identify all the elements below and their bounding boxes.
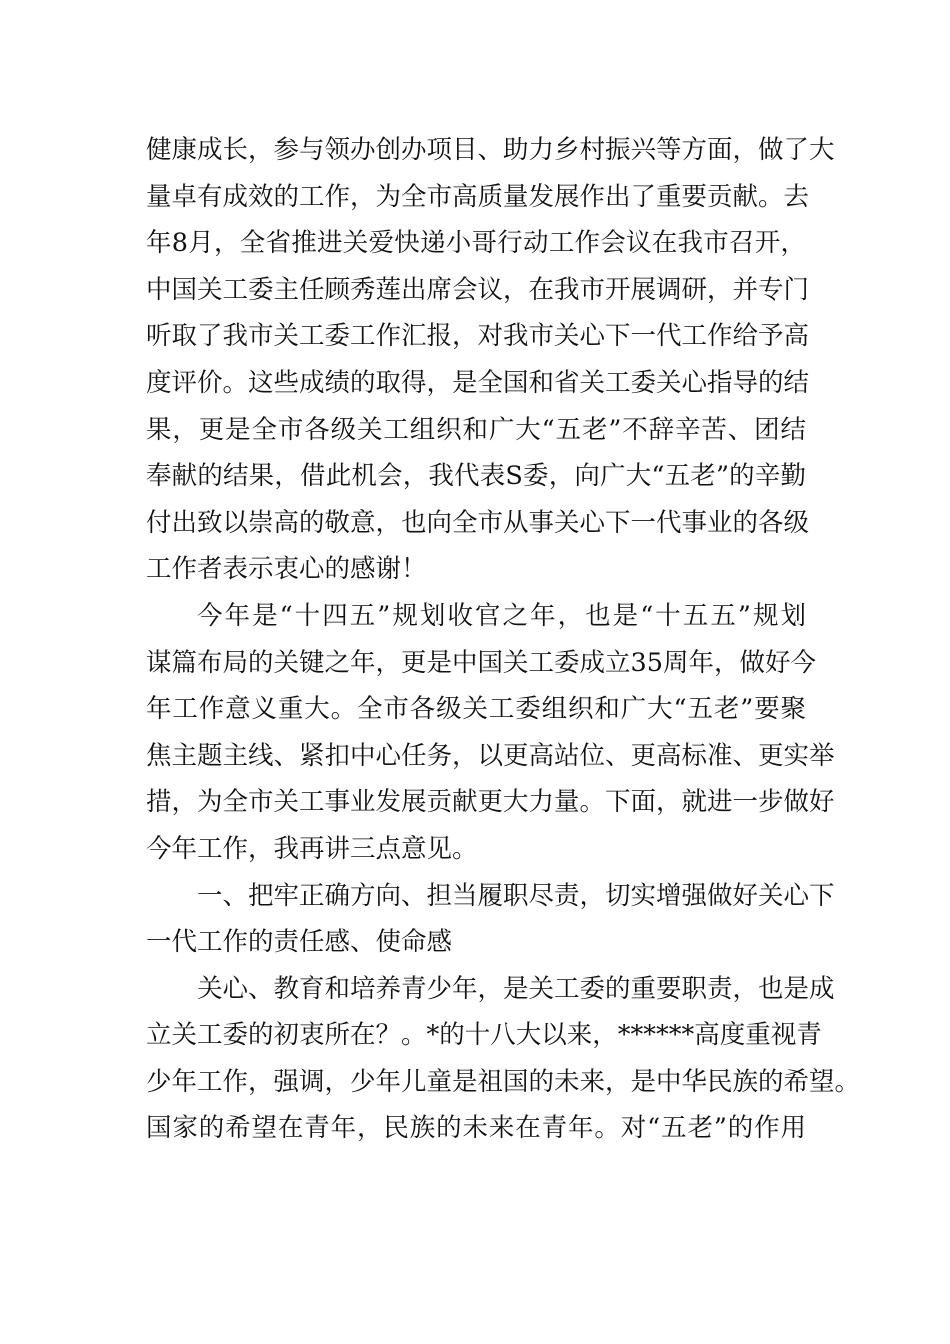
section-heading-line: 一代工作的责任感、使命感 bbox=[146, 927, 453, 958]
text-line: 措，为全市关工事业发展贡献更大力量。下面，就进一步做好 bbox=[146, 787, 835, 818]
text-line: 果，更是全市各级关工组织和广大“五老”不辞辛苦、团结 bbox=[146, 414, 806, 445]
body-text bbox=[146, 127, 861, 1152]
text-line: 度评价。这些成绩的取得，是全国和省关工委关心指导的结 bbox=[146, 367, 810, 398]
text-line: 国家的希望在青年，民族的未来在青年。对“五老”的作用 bbox=[146, 1113, 806, 1144]
text-line: 量卓有成效的工作，为全市高质量发展作出了重要贡献。去 bbox=[146, 181, 810, 212]
paragraph-end-line: 工作者表示衷心的感谢！ bbox=[146, 554, 427, 585]
text-line: 付出致以崇高的敬意，也向全市从事关心下一代事业的各级 bbox=[146, 507, 810, 538]
section-heading-line: 一、把牢正确方向、担当履职尽责，切实增强做好关心下 bbox=[197, 880, 835, 911]
text-line: 中国关工委主任顾秀莲出席会议，在我市开展调研，并专门 bbox=[146, 274, 810, 305]
text-line: 听取了我市关工委工作汇报，对我市关心下一代工作给予高 bbox=[146, 321, 810, 352]
paragraph-end-line: 今年工作，我再讲三点意见。 bbox=[146, 833, 478, 864]
text-line: 焦主题主线、紧扣中心任务，以更高站位、更高标准、更实举 bbox=[146, 740, 835, 771]
text-line: 年8月，全省推进关爱快递小哥行动工作会议在我市召开， bbox=[146, 228, 806, 259]
text-line: 奉献的结果，借此机会，我代表S委，向广大“五老”的辛勤 bbox=[146, 461, 806, 492]
paragraph-start-line: 关心、教育和培养青少年，是关工委的重要职责，也是成 bbox=[197, 973, 835, 1004]
text-line: 立关工委的初衷所在？。*的十八大以来，******高度重视青 bbox=[146, 1020, 822, 1051]
text-line: 谋篇布局的关键之年，更是中国关工委成立35周年，做好今 bbox=[146, 647, 816, 678]
text-line: 健康成长，参与领办创办项目、助力乡村振兴等方面，做了大 bbox=[146, 135, 835, 165]
text-line: 年工作意义重大。全市各级关工委组织和广大“五老”要聚 bbox=[146, 694, 806, 725]
paragraph-start-line: 今年是“十四五”规划收官之年，也是“十五五”规划 bbox=[197, 600, 806, 631]
text-line: 少年工作，强调，少年儿童是祖国的未来，是中华民族的希望。 bbox=[146, 1066, 861, 1097]
